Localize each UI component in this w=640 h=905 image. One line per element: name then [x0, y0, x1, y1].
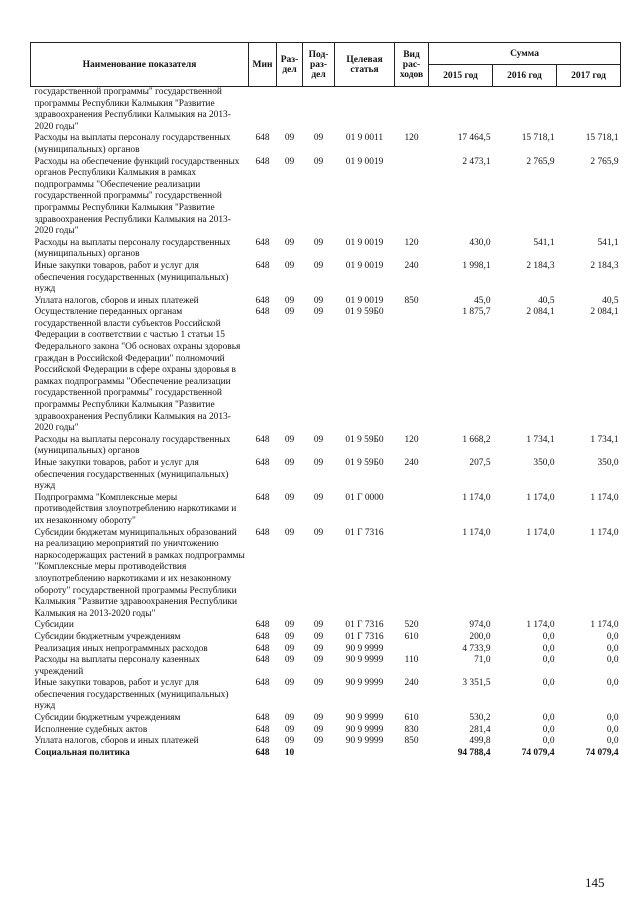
header-razdel: Раз-дел — [277, 43, 303, 87]
header-2017: 2017 год — [557, 65, 621, 87]
cell-sum-2015: 281,4 — [469, 724, 491, 735]
cell-sum-2016: 0,0 — [542, 643, 555, 654]
cell-sum-2016: 2 765,9 — [526, 156, 555, 167]
header-sum: Сумма — [429, 43, 621, 65]
cell-name: Уплата налогов, сборов и иных платежей — [34, 295, 199, 306]
cell-podrazdel: 09 — [313, 527, 324, 538]
cell-vid — [395, 493, 429, 528]
cell-target: 01 9 59Б0 — [345, 458, 384, 468]
cell-vid: 830 — [404, 724, 419, 735]
table-row — [31, 725, 621, 737]
cell-vid — [395, 87, 429, 134]
cell-sum-2016: 0,0 — [542, 724, 555, 735]
cell-sum-2017: 0,0 — [606, 678, 619, 689]
cell-sum-2017: 1 174,0 — [590, 527, 619, 538]
table-row — [31, 736, 621, 748]
cell-sum-2016: 0,0 — [542, 713, 555, 724]
cell-razdel: 09 — [284, 307, 295, 318]
cell-vid: 240 — [404, 678, 419, 689]
page-number: 145 — [585, 875, 605, 890]
cell-sum-2017: 1 734,1 — [590, 434, 619, 445]
cell-podrazdel: 09 — [313, 295, 324, 306]
cell-min: 648 — [255, 724, 270, 735]
cell-name: Уплата налогов, сборов и иных платежей — [34, 736, 199, 747]
cell-target: 01 9 0019 — [345, 237, 384, 248]
table-row — [31, 296, 621, 308]
cell-target: 01 9 0019 — [345, 295, 384, 306]
cell-vid — [395, 748, 429, 760]
cell-sum-2015: 1 998,1 — [462, 260, 491, 271]
header-2016: 2016 год — [493, 65, 557, 87]
cell-target: 90 9 9999 — [345, 736, 384, 747]
cell-target: 01 9 0019 — [345, 260, 384, 271]
cell-target: 01 Г 7316 — [345, 620, 384, 631]
cell-sum-2016: 74 079,4 — [521, 747, 555, 758]
table-row — [31, 458, 621, 493]
cell-name: Реализация иных непрограммных расходов — [34, 643, 208, 654]
cell-sum-2015: 1 174,0 — [462, 527, 491, 538]
cell-min: 648 — [255, 631, 270, 642]
cell-sum-2016: 2 184,3 — [526, 260, 555, 271]
cell-sum-2017: 1 174,0 — [590, 492, 619, 503]
cell-vid: 240 — [404, 260, 419, 271]
cell-sum-2015: 200,0 — [469, 631, 491, 642]
cell-sum-2016 — [493, 87, 557, 134]
cell-name: Субсидии бюджетам муниципальных образований на реализацию мероприятий по уничтожению наркосодержащих растений в рамках подпрограммы "Комплексные меры противодействия злоупотреблению наркотиками и их незаконному обороту" государственной программы Республики Калмыкия "Развитие здравоохранения Республики Калмыкия на 2013-2020 годы" — [34, 527, 245, 619]
cell-sum-2017: 2 184,3 — [590, 260, 619, 271]
cell-sum-2016: 40,5 — [538, 295, 555, 306]
cell-podrazdel: 09 — [313, 260, 324, 271]
cell-name: Субсидии — [34, 620, 74, 631]
cell-sum-2015: 499,8 — [469, 736, 491, 747]
header-target: Целевая статья — [335, 43, 395, 87]
cell-podrazdel: 09 — [313, 133, 324, 144]
cell-name: Расходы на выплаты персоналу государственных (муниципальных) органов — [34, 133, 231, 155]
cell-sum-2015: 94 788,4 — [457, 747, 491, 758]
cell-podrazdel: 09 — [313, 631, 324, 642]
cell-sum-2015: 530,2 — [469, 713, 491, 724]
cell-sum-2016: 15 718,1 — [521, 133, 555, 144]
budget-table-page — [30, 42, 620, 759]
cell-min: 648 — [255, 643, 270, 654]
cell-sum-2017: 350,0 — [597, 458, 619, 468]
cell-razdel: 09 — [284, 655, 295, 666]
cell-sum-2016: 0,0 — [542, 736, 555, 747]
cell-target: 01 Г 7316 — [345, 527, 384, 538]
cell-sum-2016: 0,0 — [542, 678, 555, 689]
cell-podrazdel: 09 — [313, 724, 324, 735]
cell-min: 648 — [255, 527, 270, 538]
cell-podrazdel: 09 — [313, 458, 324, 468]
cell-min: 648 — [255, 492, 270, 503]
cell-razdel: 09 — [284, 527, 295, 538]
cell-sum-2015: 4 733,9 — [462, 643, 491, 654]
cell-podrazdel: 09 — [313, 307, 324, 318]
cell-name: Социальная политика — [34, 747, 130, 758]
cell-sum-2015: 1 875,7 — [462, 307, 491, 318]
cell-podrazdel: 09 — [313, 678, 324, 689]
cell-podrazdel — [303, 748, 335, 760]
cell-vid: 120 — [404, 237, 419, 248]
table-row — [31, 493, 621, 528]
cell-min — [249, 87, 277, 134]
cell-target: 01 9 0011 — [345, 133, 384, 144]
cell-vid — [395, 157, 429, 238]
cell-razdel: 09 — [284, 631, 295, 642]
cell-name: Иные закупки товаров, работ и услуг для обеспечения государственных (муниципальных) нужд — [34, 458, 229, 492]
table-row — [31, 528, 621, 621]
cell-razdel: 09 — [284, 713, 295, 724]
cell-min: 648 — [255, 747, 270, 758]
cell-vid: 850 — [404, 295, 419, 306]
cell-razdel: 09 — [284, 620, 295, 631]
table-row — [31, 238, 621, 261]
cell-sum-2017: 0,0 — [606, 713, 619, 724]
cell-podrazdel: 09 — [313, 492, 324, 503]
cell-razdel: 09 — [284, 458, 295, 468]
cell-podrazdel: 09 — [313, 736, 324, 747]
cell-name: Осуществление переданных органам государственной власти субъектов Российской Федерации в соответствии с частью 1 статьи 15 Федерального закона "Об основах охраны здоровья граждан в Российской Федерации" полномочий Российской Федерации в сфере охраны здоровья в рамках подпрограммы "Обеспечение реализации государственной программы" государственной программы Республики Калмыкия "Развитие здравоохранения Республики Калмыкия на 2013-2020 годы" — [34, 307, 241, 434]
cell-sum-2016: 1 734,1 — [526, 434, 555, 445]
cell-min: 648 — [255, 260, 270, 271]
header-2015: 2015 год — [429, 65, 493, 87]
cell-sum-2017: 0,0 — [606, 724, 619, 735]
cell-vid: 850 — [404, 736, 419, 747]
cell-razdel: 09 — [284, 133, 295, 144]
cell-sum-2017: 2 765,9 — [590, 156, 619, 167]
table-row — [31, 620, 621, 632]
cell-min: 648 — [255, 736, 270, 747]
cell-vid — [395, 644, 429, 656]
cell-name: Расходы на выплаты персоналу казенных учреждений — [34, 655, 200, 677]
cell-podrazdel — [303, 87, 335, 134]
cell-min: 648 — [255, 678, 270, 689]
cell-min: 648 — [255, 237, 270, 248]
cell-min: 648 — [255, 434, 270, 445]
cell-target: 90 9 9999 — [345, 713, 384, 724]
cell-min: 648 — [255, 295, 270, 306]
cell-min: 648 — [255, 713, 270, 724]
cell-sum-2017 — [557, 87, 621, 134]
cell-vid — [395, 307, 429, 435]
table-row — [31, 678, 621, 713]
cell-sum-2017: 0,0 — [606, 736, 619, 747]
cell-razdel: 09 — [284, 295, 295, 306]
cell-vid: 240 — [404, 458, 419, 468]
cell-sum-2016: 541,1 — [533, 237, 555, 248]
cell-podrazdel: 09 — [313, 156, 324, 167]
cell-sum-2015 — [429, 87, 493, 134]
cell-podrazdel: 09 — [313, 237, 324, 248]
cell-min: 648 — [255, 307, 270, 318]
cell-sum-2017: 0,0 — [606, 655, 619, 666]
cell-name: Иные закупки товаров, работ и услуг для обеспечения государственных (муниципальных) нужд — [34, 260, 229, 295]
cell-podrazdel: 09 — [313, 620, 324, 631]
cell-sum-2016: 1 174,0 — [526, 620, 555, 631]
cell-vid: 120 — [404, 434, 419, 445]
cell-sum-2016: 2 084,1 — [526, 307, 555, 318]
cell-name: Расходы на обеспечение функций государственных органов Республики Калмыкия в рамках подпрограммы "Обеспечение реализации государственной программы" государственной программы Республики Калмыкия "Развитие здравоохранения Республики Калмыкия на 2013-2020 годы" — [34, 156, 240, 237]
cell-target: 90 9 9999 — [345, 655, 384, 666]
cell-target: 90 9 9999 — [345, 724, 384, 735]
cell-sum-2015: 207,5 — [469, 458, 491, 468]
cell-vid: 610 — [404, 713, 419, 724]
cell-target — [335, 748, 395, 760]
cell-sum-2015: 17 464,5 — [457, 133, 491, 144]
cell-vid: 610 — [404, 631, 419, 642]
cell-name: государственной программы" государственной программы Республики Калмыкия "Развитие здравоохранения Республики Калмыкия на 2013-2020 годы" — [34, 87, 231, 132]
table-row — [31, 655, 621, 678]
cell-sum-2015: 1 668,2 — [462, 434, 491, 445]
cell-name: Иные закупки товаров, работ и услуг для обеспечения государственных (муниципальных) нужд — [34, 678, 229, 712]
cell-sum-2017: 2 084,1 — [590, 307, 619, 318]
cell-target: 01 9 0019 — [345, 156, 384, 167]
cell-sum-2017: 0,0 — [606, 631, 619, 642]
cell-sum-2017: 0,0 — [606, 643, 619, 654]
table-row — [31, 748, 621, 760]
cell-target: 01 Г 7316 — [345, 631, 384, 642]
cell-razdel: 09 — [284, 260, 295, 271]
table-header — [31, 43, 621, 87]
table-row — [31, 87, 621, 134]
cell-razdel: 09 — [284, 237, 295, 248]
cell-target — [335, 87, 395, 134]
header-min: Мин — [249, 43, 277, 87]
cell-razdel: 09 — [284, 434, 295, 445]
cell-min: 648 — [255, 620, 270, 631]
cell-razdel: 09 — [284, 736, 295, 747]
table-row — [31, 632, 621, 644]
header-name: Наименование показателя — [31, 43, 249, 87]
cell-sum-2015: 2 473,1 — [462, 156, 491, 167]
cell-sum-2016: 0,0 — [542, 631, 555, 642]
cell-name: Расходы на выплаты персоналу государственных (муниципальных) органов — [34, 434, 231, 457]
cell-podrazdel: 09 — [313, 713, 324, 724]
cell-podrazdel: 09 — [313, 643, 324, 654]
table-row — [31, 307, 621, 435]
table-row — [31, 133, 621, 156]
cell-razdel: 09 — [284, 492, 295, 503]
budget-table — [30, 42, 621, 759]
cell-name: Расходы на выплаты персоналу государственных (муниципальных) органов — [34, 237, 231, 260]
cell-sum-2015: 1 174,0 — [462, 492, 491, 503]
header-vid: Вид рас-ходов — [395, 43, 429, 87]
cell-razdel: 09 — [284, 724, 295, 735]
cell-target: 01 9 59Б0 — [345, 434, 384, 445]
cell-min: 648 — [255, 655, 270, 666]
cell-razdel: 09 — [284, 678, 295, 689]
table-row — [31, 644, 621, 656]
cell-sum-2015: 45,0 — [474, 295, 491, 306]
cell-podrazdel: 09 — [313, 434, 324, 445]
cell-sum-2015: 430,0 — [469, 237, 491, 248]
cell-target: 01 9 59Б0 — [345, 307, 384, 318]
header-podrazdel: Под-раз-дел — [303, 43, 335, 87]
cell-name: Субсидии бюджетным учреждениям — [34, 631, 181, 642]
cell-min: 648 — [255, 133, 270, 144]
cell-name: Исполнение судебных актов — [34, 724, 148, 735]
cell-razdel: 10 — [284, 747, 295, 758]
cell-target: 90 9 9999 — [345, 643, 384, 654]
cell-min: 648 — [255, 458, 270, 468]
cell-min: 648 — [255, 156, 270, 167]
table-row — [31, 157, 621, 238]
cell-sum-2015: 3 351,5 — [462, 678, 491, 689]
table-row — [31, 435, 621, 458]
cell-sum-2017: 15 718,1 — [585, 133, 619, 144]
cell-target: 01 Г 0000 — [345, 492, 384, 503]
cell-sum-2015: 71,0 — [474, 655, 491, 666]
table-row — [31, 261, 621, 296]
cell-sum-2017: 40,5 — [602, 295, 619, 306]
cell-podrazdel: 09 — [313, 655, 324, 666]
cell-sum-2016: 1 174,0 — [526, 527, 555, 538]
cell-name: Подпрограмма "Комплексные меры противодействия злоупотреблению наркотиками и их незаконному обороту" — [34, 492, 237, 526]
cell-sum-2017: 74 079,4 — [585, 747, 619, 758]
cell-razdel: 09 — [284, 643, 295, 654]
cell-razdel: 09 — [284, 156, 295, 167]
cell-sum-2015: 974,0 — [469, 620, 491, 631]
cell-vid: 520 — [404, 620, 419, 631]
cell-vid: 120 — [404, 133, 419, 144]
cell-target: 90 9 9999 — [345, 678, 384, 689]
cell-sum-2016: 350,0 — [533, 458, 555, 468]
table-row — [31, 713, 621, 725]
cell-name: Субсидии бюджетным учреждениям — [34, 713, 181, 724]
cell-vid: 110 — [404, 655, 419, 666]
cell-sum-2017: 1 174,0 — [590, 620, 619, 631]
cell-sum-2016: 1 174,0 — [526, 492, 555, 503]
cell-sum-2017: 541,1 — [597, 237, 619, 248]
cell-sum-2016: 0,0 — [542, 655, 555, 666]
cell-vid — [395, 528, 429, 621]
table-body — [31, 87, 621, 760]
cell-razdel — [277, 87, 303, 134]
